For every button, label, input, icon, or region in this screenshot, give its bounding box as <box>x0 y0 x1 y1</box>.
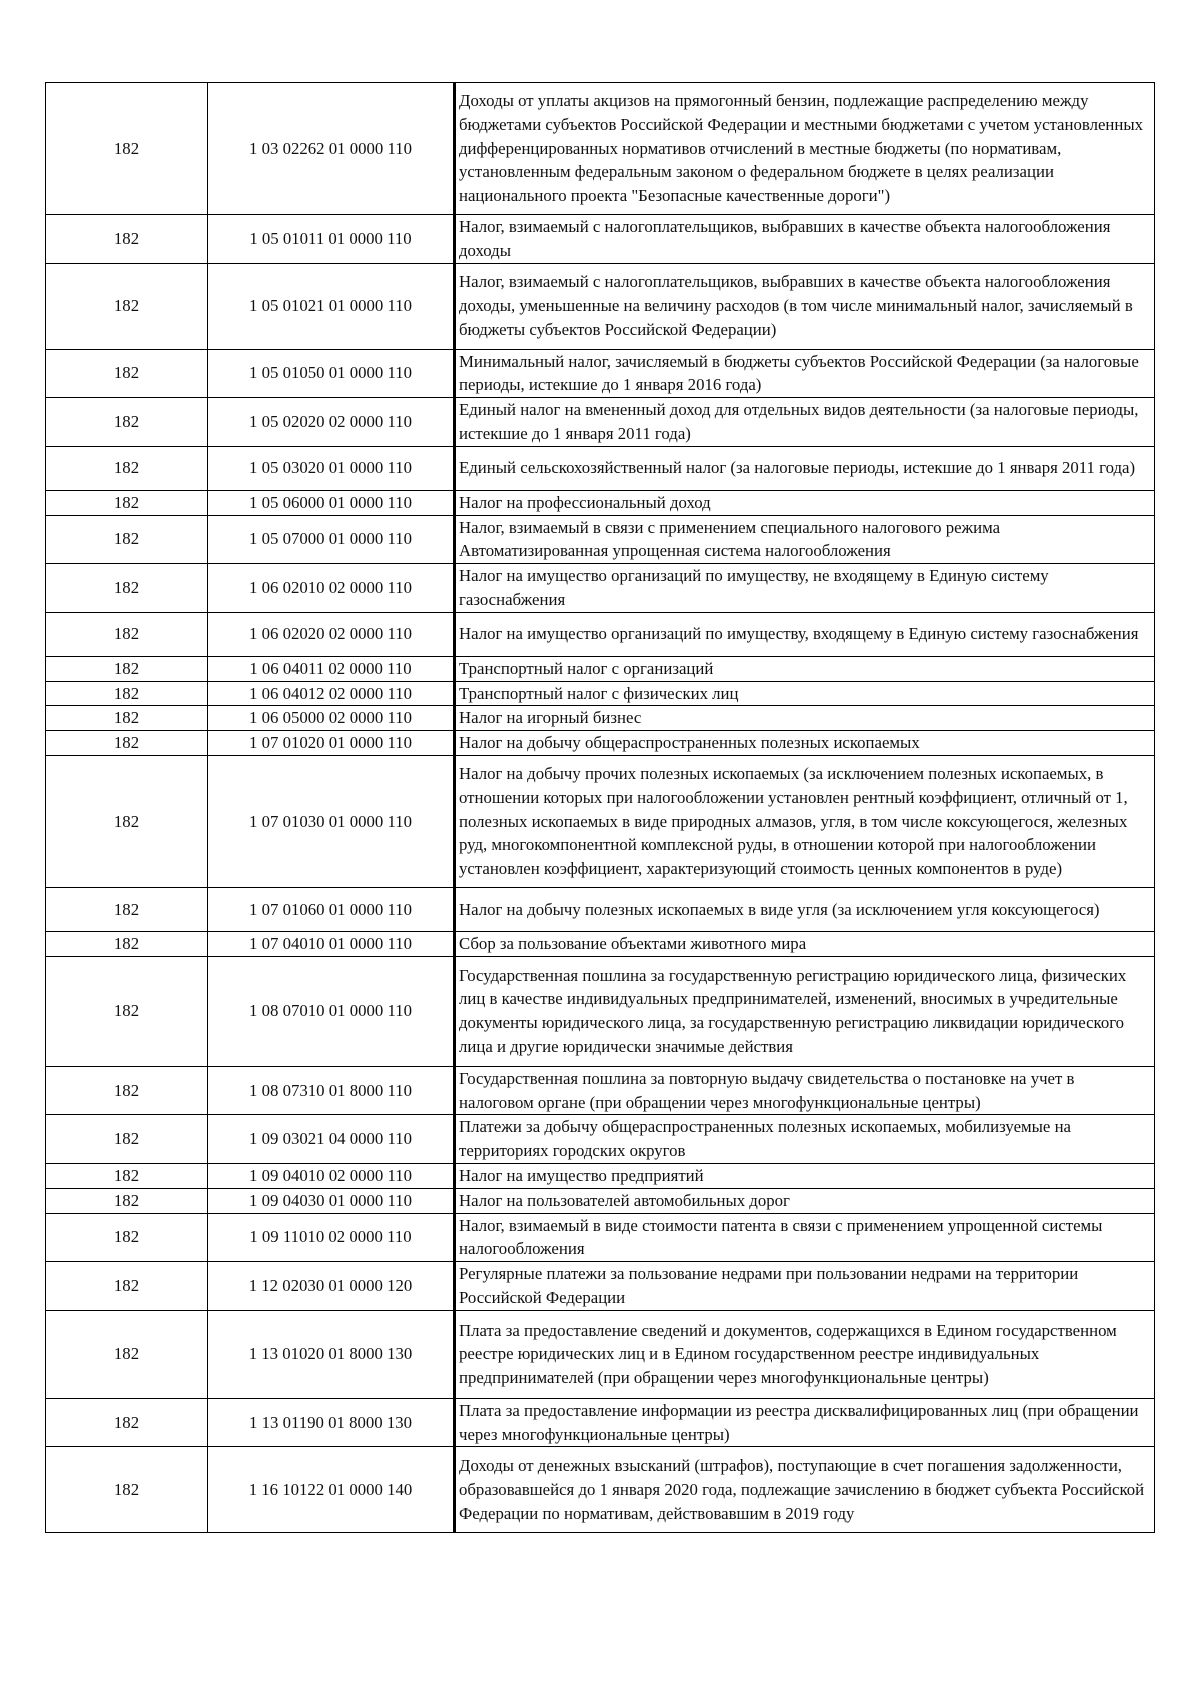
kbk-code-cell: 1 07 04010 01 0000 110 <box>208 931 455 956</box>
kbk-code-cell: 1 05 07000 01 0000 110 <box>208 515 455 564</box>
kbk-code-cell: 1 16 10122 01 0000 140 <box>208 1447 455 1533</box>
kbk-code-cell: 1 05 02020 02 0000 110 <box>208 398 455 447</box>
kbk-code-cell: 1 08 07310 01 8000 110 <box>208 1066 455 1115</box>
table-row <box>46 349 1155 398</box>
revenue-name-cell: Единый сельскохозяйственный налог (за налоговые периоды, истекшие до 1 января 2011 года) <box>455 446 1155 490</box>
revenue-name-cell: Государственная пошлина за государственную регистрацию юридического лица, физических лиц в качестве индивидуальных предпринимателей, изменений, вносимых в учредительные документы юридического лица, за государственную регистрацию ликвидации юридического лица и другие юридически значимые действия <box>455 956 1155 1066</box>
table-row <box>46 706 1155 731</box>
table-row <box>46 1398 1155 1447</box>
admin-code-cell: 182 <box>46 564 208 613</box>
admin-code-cell: 182 <box>46 956 208 1066</box>
revenue-name-cell: Транспортный налог с организаций <box>455 656 1155 681</box>
admin-code-cell: 182 <box>46 83 208 215</box>
revenue-name-cell: Сбор за пользование объектами животного мира <box>455 931 1155 956</box>
revenue-name-cell: Налог, взимаемый в виде стоимости патента в связи с применением упрощенной системы налогообложения <box>455 1213 1155 1262</box>
admin-code-cell: 182 <box>46 1188 208 1213</box>
table-row <box>46 1310 1155 1398</box>
revenue-name-cell: Налог, взимаемый с налогоплательщиков, выбравших в качестве объекта налогообложения доходы, уменьшенные на величину расходов (в том числе минимальный налог, зачисляемый в бюджеты субъектов Российской Федерации) <box>455 263 1155 349</box>
revenue-name-cell: Налог на добычу общераспространенных полезных ископаемых <box>455 731 1155 756</box>
revenue-name-cell: Доходы от денежных взысканий (штрафов), поступающие в счет погашения задолженности, образовавшейся до 1 января 2020 года, подлежащие зачислению в бюджет субъекта Российской Федерации по нормативам, действовавшим в 2019 году <box>455 1447 1155 1533</box>
revenue-name-cell: Минимальный налог, зачисляемый в бюджеты субъектов Российской Федерации (за налоговые периоды, истекшие до 1 января 2016 года) <box>455 349 1155 398</box>
kbk-code-cell: 1 12 02030 01 0000 120 <box>208 1262 455 1311</box>
table-row <box>46 956 1155 1066</box>
revenue-name-cell: Доходы от уплаты акцизов на прямогонный бензин, подлежащие распределению между бюджетами субъектов Российской Федерации и местными бюджетами с учетом установленных дифференцированных нормативов отчислений в местные бюджеты (по нормативам, установленным федеральным законом о федеральном бюджете в целях реализации национального проекта "Безопасные качественные дороги") <box>455 83 1155 215</box>
table-row <box>46 263 1155 349</box>
kbk-code-cell: 1 05 01011 01 0000 110 <box>208 215 455 264</box>
admin-code-cell: 182 <box>46 931 208 956</box>
kbk-code-cell: 1 06 02020 02 0000 110 <box>208 612 455 656</box>
revenue-name-cell: Регулярные платежи за пользование недрами при пользовании недрами на территории Российской Федерации <box>455 1262 1155 1311</box>
revenue-name-cell: Налог на игорный бизнес <box>455 706 1155 731</box>
table-row <box>46 1262 1155 1311</box>
admin-code-cell: 182 <box>46 1115 208 1164</box>
admin-code-cell: 182 <box>46 1310 208 1398</box>
table-row <box>46 656 1155 681</box>
kbk-code-cell: 1 08 07010 01 0000 110 <box>208 956 455 1066</box>
kbk-code-cell: 1 06 05000 02 0000 110 <box>208 706 455 731</box>
table-row <box>46 398 1155 447</box>
admin-code-cell: 182 <box>46 1213 208 1262</box>
table-row <box>46 83 1155 215</box>
kbk-code-cell: 1 05 03020 01 0000 110 <box>208 446 455 490</box>
revenue-name-cell: Налог, взимаемый в связи с применением специального налогового режима Автоматизированная упрощенная система налогообложения <box>455 515 1155 564</box>
kbk-code-cell: 1 09 11010 02 0000 110 <box>208 1213 455 1262</box>
kbk-code-cell: 1 07 01030 01 0000 110 <box>208 755 455 887</box>
table-row <box>46 887 1155 931</box>
kbk-code-cell: 1 05 06000 01 0000 110 <box>208 490 455 515</box>
admin-code-cell: 182 <box>46 215 208 264</box>
revenue-name-cell: Налог на добычу прочих полезных ископаемых (за исключением полезных ископаемых, в отношении которых при налогообложении установлен рентный коэффициент, отличный от 1, полезных ископаемых в виде природных алмазов, угля, в том числе коксующегося, железных руд, многокомпонентной комплексной руды, в отношении которой при налогообложении установлен коэффициент, характеризующий стоимость ценных компонентов в руде) <box>455 755 1155 887</box>
table-row <box>46 490 1155 515</box>
admin-code-cell: 182 <box>46 681 208 706</box>
revenue-name-cell: Плата за предоставление информации из реестра дисквалифицированных лиц (при обращении через многофункциональные центры) <box>455 1398 1155 1447</box>
admin-code-cell: 182 <box>46 490 208 515</box>
revenue-name-cell: Налог на имущество предприятий <box>455 1163 1155 1188</box>
admin-code-cell: 182 <box>46 515 208 564</box>
admin-code-cell: 182 <box>46 1398 208 1447</box>
table-row <box>46 564 1155 613</box>
kbk-code-cell: 1 13 01020 01 8000 130 <box>208 1310 455 1398</box>
table-row <box>46 1213 1155 1262</box>
admin-code-cell: 182 <box>46 612 208 656</box>
table-row <box>46 612 1155 656</box>
kbk-code-cell: 1 13 01190 01 8000 130 <box>208 1398 455 1447</box>
revenue-name-cell: Налог, взимаемый с налогоплательщиков, выбравших в качестве объекта налогообложения доходы <box>455 215 1155 264</box>
table-row <box>46 446 1155 490</box>
table-row <box>46 1163 1155 1188</box>
table-row <box>46 515 1155 564</box>
table-row <box>46 1188 1155 1213</box>
admin-code-cell: 182 <box>46 656 208 681</box>
table-row <box>46 731 1155 756</box>
kbk-code-cell: 1 03 02262 01 0000 110 <box>208 83 455 215</box>
admin-code-cell: 182 <box>46 755 208 887</box>
kbk-code-cell: 1 09 04030 01 0000 110 <box>208 1188 455 1213</box>
revenue-name-cell: Государственная пошлина за повторную выдачу свидетельства о постановке на учет в налоговом органе (при обращении через многофункциональные центры) <box>455 1066 1155 1115</box>
kbk-code-cell: 1 06 02010 02 0000 110 <box>208 564 455 613</box>
admin-code-cell: 182 <box>46 887 208 931</box>
kbk-code-cell: 1 09 04010 02 0000 110 <box>208 1163 455 1188</box>
revenue-name-cell: Налог на добычу полезных ископаемых в виде угля (за исключением угля коксующегося) <box>455 887 1155 931</box>
kbk-code-cell: 1 05 01050 01 0000 110 <box>208 349 455 398</box>
table-row <box>46 1447 1155 1533</box>
revenue-name-cell: Единый налог на вмененный доход для отдельных видов деятельности (за налоговые периоды, истекшие до 1 января 2011 года) <box>455 398 1155 447</box>
admin-code-cell: 182 <box>46 1163 208 1188</box>
revenue-name-cell: Налог на имущество организаций по имуществу, входящему в Единую систему газоснабжения <box>455 612 1155 656</box>
kbk-code-cell: 1 06 04012 02 0000 110 <box>208 681 455 706</box>
admin-code-cell: 182 <box>46 706 208 731</box>
kbk-code-cell: 1 07 01020 01 0000 110 <box>208 731 455 756</box>
admin-code-cell: 182 <box>46 1262 208 1311</box>
admin-code-cell: 182 <box>46 731 208 756</box>
table-row <box>46 755 1155 887</box>
kbk-code-cell: 1 09 03021 04 0000 110 <box>208 1115 455 1164</box>
revenue-name-cell: Плата за предоставление сведений и документов, содержащихся в Едином государственном реестре юридических лиц и в Едином государственном реестре индивидуальных предпринимателей (при обращении через многофункциональные центры) <box>455 1310 1155 1398</box>
table-body <box>46 83 1155 1533</box>
table-row <box>46 1115 1155 1164</box>
revenue-name-cell: Платежи за добычу общераспространенных полезных ископаемых, мобилизуемые на территориях городских округов <box>455 1115 1155 1164</box>
kbk-code-cell: 1 06 04011 02 0000 110 <box>208 656 455 681</box>
revenue-name-cell: Налог на профессиональный доход <box>455 490 1155 515</box>
kbk-code-cell: 1 07 01060 01 0000 110 <box>208 887 455 931</box>
table-row <box>46 681 1155 706</box>
kbk-code-cell: 1 05 01021 01 0000 110 <box>208 263 455 349</box>
admin-code-cell: 182 <box>46 349 208 398</box>
table-row <box>46 931 1155 956</box>
table-row <box>46 215 1155 264</box>
admin-code-cell: 182 <box>46 398 208 447</box>
revenue-name-cell: Налог на пользователей автомобильных дорог <box>455 1188 1155 1213</box>
admin-code-cell: 182 <box>46 263 208 349</box>
table-row <box>46 1066 1155 1115</box>
admin-code-cell: 182 <box>46 1066 208 1115</box>
admin-code-cell: 182 <box>46 446 208 490</box>
admin-code-cell: 182 <box>46 1447 208 1533</box>
revenue-name-cell: Транспортный налог с физических лиц <box>455 681 1155 706</box>
revenue-codes-table <box>45 82 1155 1533</box>
revenue-name-cell: Налог на имущество организаций по имуществу, не входящему в Единую систему газоснабжения <box>455 564 1155 613</box>
